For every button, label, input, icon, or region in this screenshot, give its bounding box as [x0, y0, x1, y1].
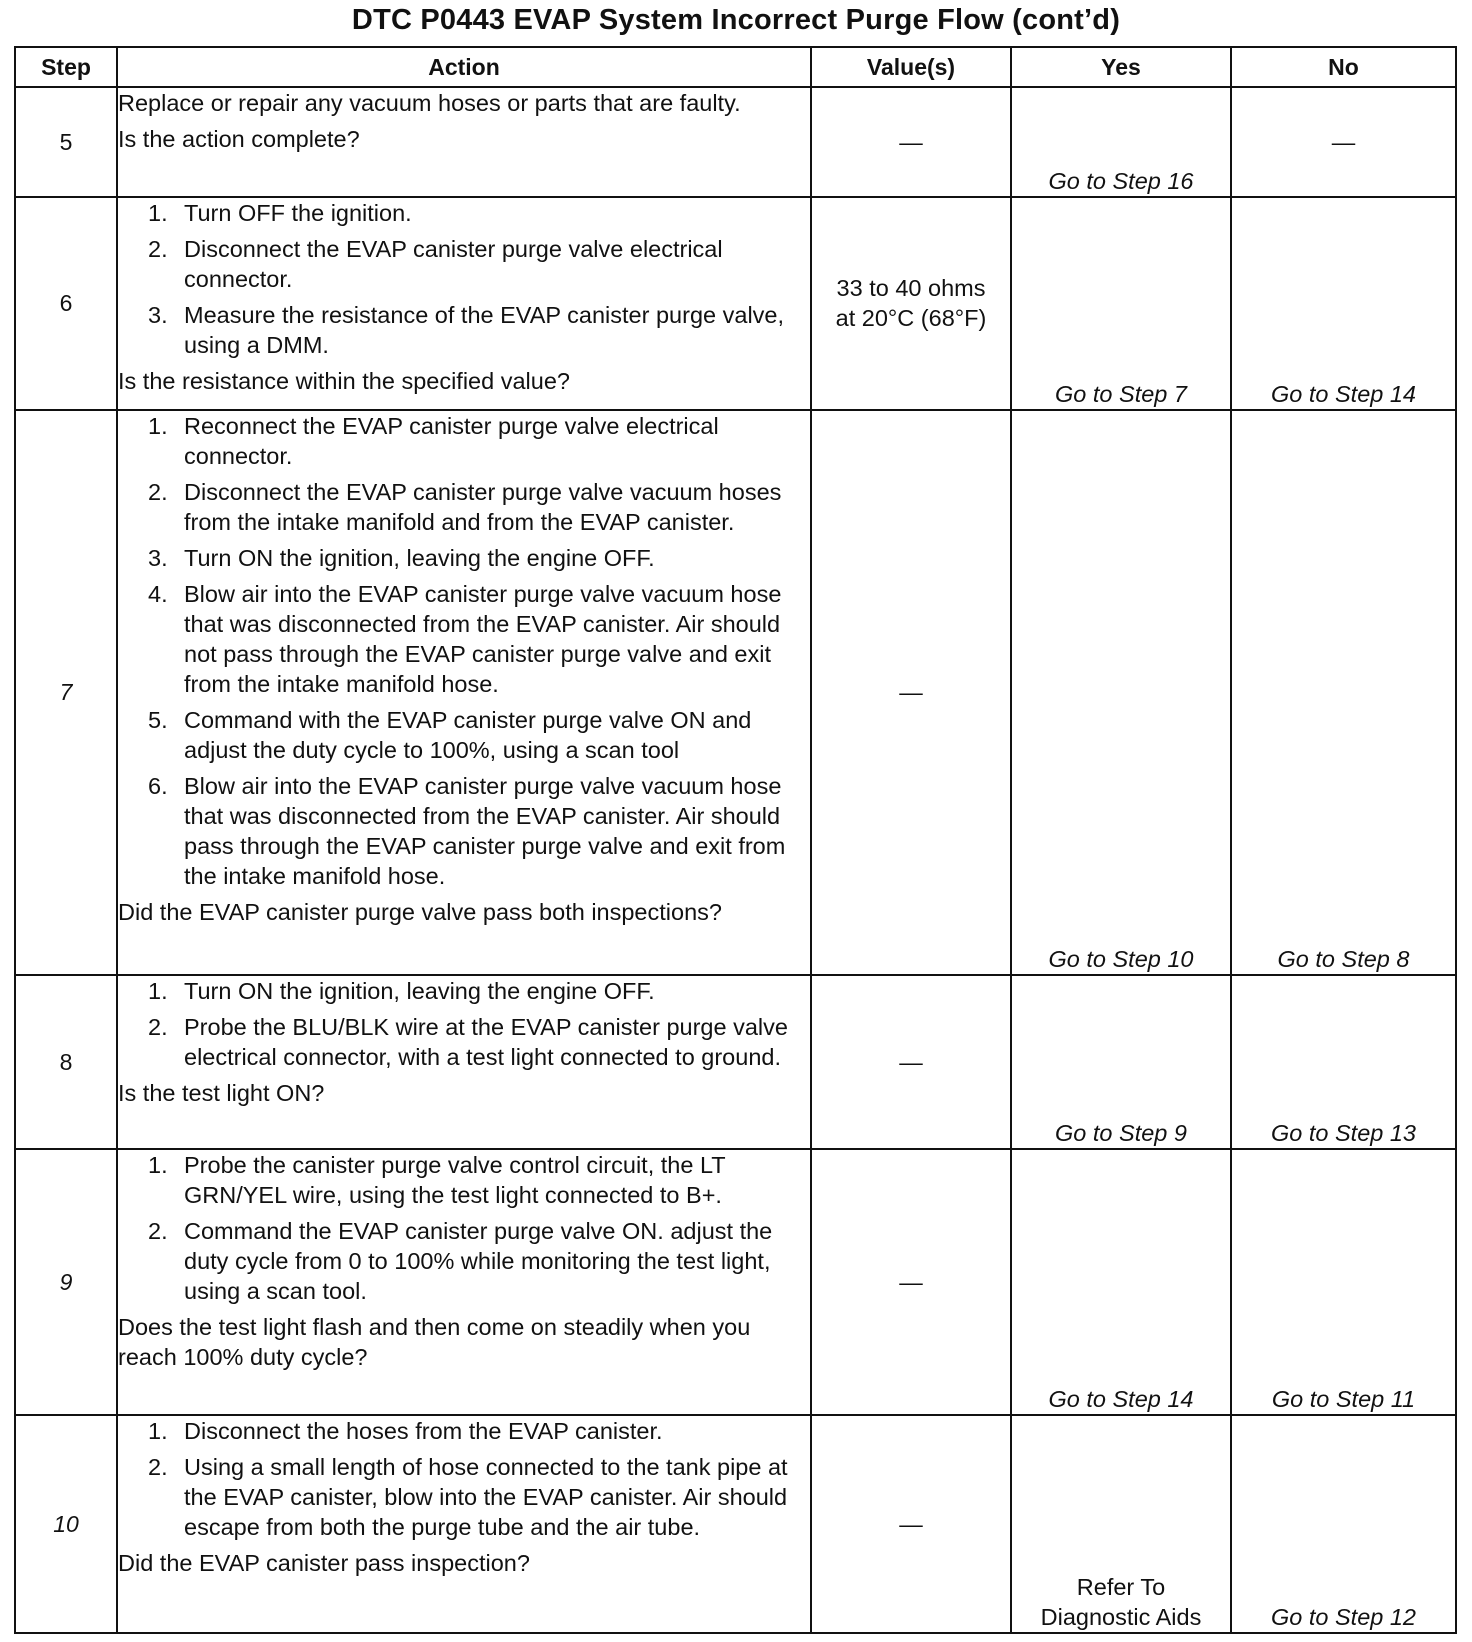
- table-header-row: [15, 47, 1456, 87]
- yes-result: Go to Step 16: [1011, 87, 1231, 197]
- item-number: 2.: [148, 235, 168, 262]
- item-text: Command with the EVAP canister purge valve ON and adjust the duty cycle to 100%, using a scan tool: [184, 706, 752, 763]
- item-text: Disconnect the EVAP canister purge valve electrical connector.: [184, 235, 723, 292]
- action-cell: [117, 1149, 811, 1415]
- item-number: 1.: [148, 199, 168, 226]
- no-result: Go to Step 12: [1231, 1415, 1456, 1633]
- action-question: Is the test light ON?: [118, 1080, 325, 1107]
- list-item: [118, 705, 810, 765]
- value-cell: [811, 197, 1011, 410]
- header-action: Action: [117, 47, 811, 87]
- action-cell: [117, 197, 811, 410]
- value-line: at 20°C (68°F): [835, 305, 987, 332]
- list-item: [118, 198, 810, 228]
- item-number: 2.: [148, 1014, 168, 1041]
- list-item: [118, 1150, 810, 1210]
- item-number: 3.: [148, 301, 168, 328]
- action-text: Replace or repair any vacuum hoses or parts that are faulty.: [118, 90, 741, 116]
- list-item: [118, 1452, 810, 1542]
- diagnostic-table: [14, 46, 1457, 1634]
- step-number: 6: [15, 197, 117, 410]
- item-number: 6.: [148, 772, 168, 799]
- header-step: Step: [15, 47, 117, 87]
- item-number: 1.: [148, 978, 168, 1005]
- yes-result: [1011, 1415, 1231, 1633]
- item-text: Turn ON the ignition, leaving the engine OFF.: [184, 544, 655, 571]
- action-list: [118, 411, 810, 891]
- value-cell: —: [811, 1415, 1011, 1633]
- no-result: Go to Step 11: [1231, 1149, 1456, 1415]
- action-cell: [117, 410, 811, 975]
- value-line: 33 to 40 ohms: [836, 275, 986, 302]
- action-question: Is the action complete?: [118, 126, 360, 152]
- list-item: [118, 1216, 810, 1306]
- item-number: 3.: [148, 544, 168, 571]
- item-number: 2.: [148, 1218, 168, 1245]
- yes-result-line: Diagnostic Aids: [1040, 1604, 1202, 1630]
- header-no: No: [1231, 47, 1456, 87]
- list-item: [118, 543, 810, 573]
- item-text: Blow air into the EVAP canister purge valve vacuum hose that was disconnected from the EVAP canister. Air should pass through the EVAP canister purge valve and exit from the intake manifold hose.: [184, 772, 786, 889]
- item-number: 1.: [148, 1418, 168, 1445]
- yes-result: Go to Step 7: [1011, 197, 1231, 410]
- item-text: Turn OFF the ignition.: [184, 199, 412, 226]
- step-number: 7: [15, 410, 117, 975]
- action-list: [118, 1150, 810, 1306]
- table-row-step-9: [15, 1149, 1456, 1415]
- table-row-step-10: [15, 1415, 1456, 1633]
- step-number: 9: [15, 1149, 117, 1415]
- list-item: [118, 771, 810, 891]
- list-item: [118, 1012, 810, 1072]
- yes-result: Go to Step 14: [1011, 1149, 1231, 1415]
- yes-result: Go to Step 10: [1011, 410, 1231, 975]
- item-number: 5.: [148, 706, 168, 733]
- item-text: Reconnect the EVAP canister purge valve electrical connector.: [184, 412, 719, 469]
- item-text: Blow air into the EVAP canister purge valve vacuum hose that was disconnected from the EVAP canister. Air should not pass through the EVAP canister purge valve and exit from the intake manifold hose.: [184, 580, 782, 697]
- item-text: Disconnect the EVAP canister purge valve vacuum hoses from the intake manifold and from the EVAP canister.: [184, 478, 782, 535]
- list-item: [118, 477, 810, 537]
- list-item: [118, 300, 810, 360]
- action-cell: [117, 87, 811, 197]
- list-item: [118, 579, 810, 699]
- no-result: Go to Step 13: [1231, 975, 1456, 1149]
- item-text: Probe the BLU/BLK wire at the EVAP canister purge valve electrical connector, with a test light connected to ground.: [184, 1014, 788, 1071]
- action-question: Did the EVAP canister pass inspection?: [118, 1550, 530, 1577]
- no-result: —: [1231, 87, 1456, 197]
- action-list: [118, 1416, 810, 1542]
- list-item: [118, 1416, 810, 1446]
- action-question: Does the test light flash and then come on steadily when you reach 100% duty cycle?: [118, 1314, 751, 1371]
- item-number: 4.: [148, 580, 168, 607]
- table-row-step-6: [15, 197, 1456, 410]
- value-cell: —: [811, 1149, 1011, 1415]
- page-title: DTC P0443 EVAP System Incorrect Purge Flow (cont’d): [351, 4, 1121, 36]
- value-cell: —: [811, 975, 1011, 1149]
- item-text: Disconnect the hoses from the EVAP canister.: [184, 1418, 663, 1445]
- yes-result: Go to Step 9: [1011, 975, 1231, 1149]
- list-item: [118, 976, 810, 1006]
- item-number: 2.: [148, 1454, 168, 1481]
- item-text: Turn ON the ignition, leaving the engine OFF.: [184, 978, 655, 1005]
- item-number: 1.: [148, 1152, 168, 1179]
- no-result: Go to Step 14: [1231, 197, 1456, 410]
- item-number: 2.: [148, 478, 168, 505]
- step-number: 10: [15, 1415, 117, 1633]
- header-values: Value(s): [811, 47, 1011, 87]
- action-list: [118, 976, 810, 1072]
- value-cell: —: [811, 410, 1011, 975]
- no-result: Go to Step 8: [1231, 410, 1456, 975]
- action-question: Did the EVAP canister purge valve pass both inspections?: [118, 898, 722, 925]
- table-row-step-7: [15, 410, 1456, 975]
- list-item: [118, 234, 810, 294]
- action-list: [118, 198, 810, 360]
- action-question: Is the resistance within the specified value?: [118, 367, 570, 394]
- item-text: Measure the resistance of the EVAP canister purge valve, using a DMM.: [184, 301, 785, 358]
- item-number: 1.: [148, 412, 168, 439]
- item-text: Using a small length of hose connected to the tank pipe at the EVAP canister, blow into the EVAP canister. Air should escape from both the purge tube and the air tube.: [184, 1454, 788, 1541]
- table-row-step-5: [15, 87, 1456, 197]
- list-item: [118, 411, 810, 471]
- item-text: Probe the canister purge valve control circuit, the LT GRN/YEL wire, using the test light connected to B+.: [184, 1152, 726, 1209]
- yes-result-line: Refer To: [1076, 1574, 1166, 1600]
- item-text: Command the EVAP canister purge valve ON. adjust the duty cycle from 0 to 100% while monitoring the test light, using a scan tool.: [184, 1218, 773, 1305]
- step-number: 5: [15, 87, 117, 197]
- step-number: 8: [15, 975, 117, 1149]
- header-yes: Yes: [1011, 47, 1231, 87]
- value-cell: —: [811, 87, 1011, 197]
- action-cell: [117, 1415, 811, 1633]
- table-row-step-8: [15, 975, 1456, 1149]
- action-cell: [117, 975, 811, 1149]
